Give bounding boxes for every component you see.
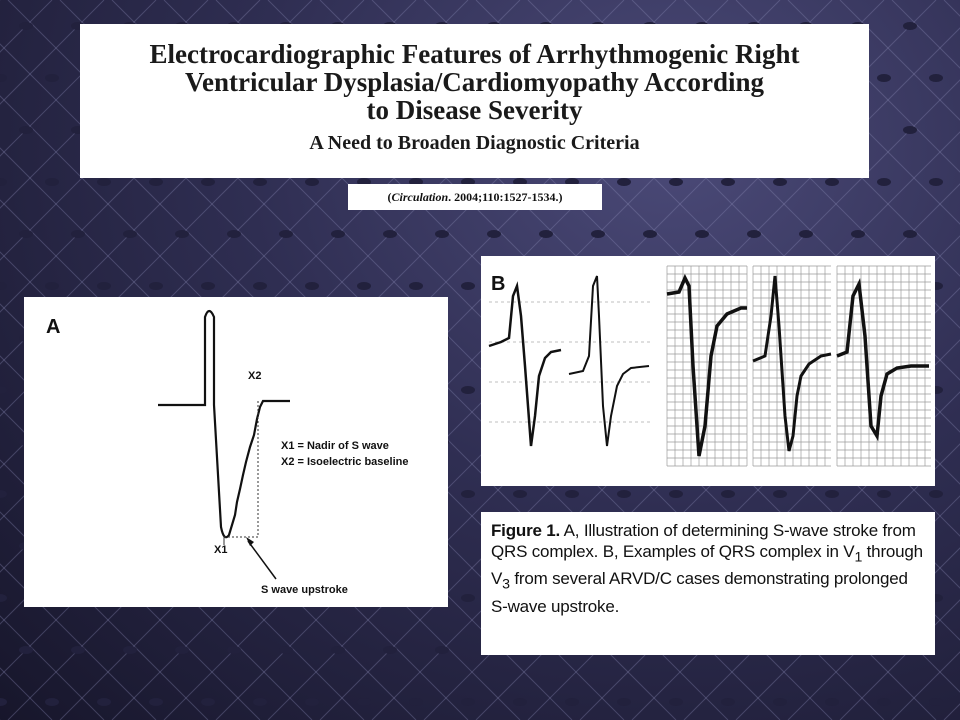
- bg-dot: [565, 698, 579, 706]
- bg-dot: [19, 230, 33, 238]
- bg-dot: [461, 282, 475, 290]
- bg-dot: [435, 230, 449, 238]
- bg-dot: [929, 74, 943, 82]
- bg-dot: [461, 698, 475, 706]
- bg-dot: [45, 698, 59, 706]
- bg-dot: [461, 594, 475, 602]
- bg-dot: [513, 698, 527, 706]
- bg-dot: [253, 178, 267, 186]
- bg-dot: [0, 74, 7, 82]
- panel-b-label: B: [491, 273, 506, 295]
- bg-dot: [149, 698, 163, 706]
- bg-dot: [903, 230, 917, 238]
- bg-dot: [903, 22, 917, 30]
- bg-dot: [929, 178, 943, 186]
- title-line-2: Ventricular Dysplasia/Cardiomyopathy According: [184, 67, 765, 97]
- bg-dot: [97, 178, 111, 186]
- bg-dot: [0, 386, 7, 394]
- citation: [348, 184, 602, 210]
- bg-dot: [97, 282, 111, 290]
- bg-dot: [305, 698, 319, 706]
- bg-dot: [435, 646, 449, 654]
- bg-dot: [721, 490, 735, 498]
- bg-dot: [331, 646, 345, 654]
- bg-dot: [305, 282, 319, 290]
- citation-open: (: [387, 190, 392, 204]
- bg-dot: [851, 230, 865, 238]
- caption-text: A, Illustration of determining S-wave stroke from QRS complex. B, Examples of QRS complex in V: [491, 521, 916, 561]
- bg-dot: [253, 698, 267, 706]
- legend-x1: X1 = Nadir of S wave: [281, 440, 389, 452]
- bg-line: [944, 0, 960, 720]
- bg-dot: [409, 282, 423, 290]
- bg-dot: [695, 230, 709, 238]
- bg-dot: [929, 698, 943, 706]
- bg-dot: [305, 178, 319, 186]
- bg-dot: [71, 230, 85, 238]
- bg-dot: [825, 698, 839, 706]
- bg-dot: [175, 230, 189, 238]
- bg-dot: [617, 698, 631, 706]
- bg-dot: [383, 646, 397, 654]
- bg-dot: [357, 282, 371, 290]
- bg-dot: [279, 230, 293, 238]
- bg-dot: [279, 646, 293, 654]
- bg-dot: [19, 126, 33, 134]
- bg-dot: [461, 386, 475, 394]
- bg-dot: [565, 490, 579, 498]
- figure-panel-a: [24, 297, 448, 607]
- bg-dot: [643, 230, 657, 238]
- citation-details: . 2004;110:1527-1534.): [448, 190, 563, 204]
- bg-line: [944, 0, 960, 720]
- title-box: [80, 24, 869, 178]
- bg-dot: [123, 646, 137, 654]
- ecg-trace: [158, 311, 290, 537]
- bg-dot: [929, 490, 943, 498]
- bg-dot: [149, 282, 163, 290]
- subtitle: A Need to Broaden Diagnostic Criteria: [309, 132, 640, 154]
- upstroke-label: S wave upstroke: [261, 584, 348, 596]
- bg-dot: [877, 178, 891, 186]
- bg-dot: [773, 490, 787, 498]
- upstroke-arrow: [248, 541, 276, 579]
- bg-dot: [0, 594, 7, 602]
- legend-x2: X2 = Isoelectric baseline: [281, 456, 409, 468]
- bg-dot: [201, 178, 215, 186]
- title-line-3: to Disease Severity: [366, 95, 583, 125]
- bg-dot: [461, 490, 475, 498]
- qrs-examples: [481, 256, 935, 486]
- title-line-1: Electrocardiographic Features of Arrhythmogenic Right: [149, 39, 800, 69]
- bg-dot: [409, 698, 423, 706]
- bg-dot: [825, 490, 839, 498]
- bg-dot: [383, 230, 397, 238]
- bg-dot: [149, 178, 163, 186]
- bg-dot: [669, 698, 683, 706]
- bg-dot: [97, 698, 111, 706]
- bg-dot: [201, 282, 215, 290]
- bg-dot: [617, 490, 631, 498]
- x2-label: X2: [248, 370, 262, 382]
- figure-panel-b: [481, 256, 935, 486]
- s-wave-diagram: [24, 297, 448, 607]
- bg-dot: [773, 178, 787, 186]
- bg-dot: [357, 698, 371, 706]
- panel-a-label: A: [46, 316, 61, 338]
- bg-dot: [253, 282, 267, 290]
- x1-label: X1: [214, 544, 228, 556]
- bg-dot: [0, 490, 7, 498]
- bg-dot: [0, 178, 7, 186]
- bg-dot: [227, 230, 241, 238]
- bg-dot: [591, 230, 605, 238]
- bg-dot: [513, 490, 527, 498]
- bg-dot: [227, 646, 241, 654]
- bg-dot: [669, 490, 683, 498]
- bg-dot: [747, 230, 761, 238]
- qrs-trace-2: [569, 276, 649, 446]
- bg-dot: [487, 230, 501, 238]
- bg-dot: [19, 22, 33, 30]
- arrow-head-icon: [246, 537, 254, 546]
- bg-dot: [45, 74, 59, 82]
- caption-text-2: through V: [491, 542, 923, 589]
- bg-dot: [877, 490, 891, 498]
- bg-dot: [19, 646, 33, 654]
- bg-dot: [45, 178, 59, 186]
- bg-dot: [877, 74, 891, 82]
- figure-label: Figure 1.: [491, 521, 561, 540]
- bg-dot: [721, 178, 735, 186]
- bg-dot: [669, 178, 683, 186]
- caption-sub-3: 3: [502, 576, 510, 593]
- bg-dot: [71, 646, 85, 654]
- caption-text-3: from several ARVD/C cases demonstrating prolonged S-wave upstroke.: [491, 569, 908, 616]
- bg-dot: [903, 126, 917, 134]
- caption-sub-1: 1: [854, 549, 863, 566]
- bg-dot: [877, 698, 891, 706]
- bg-dot: [331, 230, 345, 238]
- bg-dot: [201, 698, 215, 706]
- bg-dot: [773, 698, 787, 706]
- qrs-trace-4: [753, 276, 831, 451]
- bg-dot: [45, 282, 59, 290]
- bg-dot: [123, 230, 137, 238]
- bg-dot: [175, 646, 189, 654]
- bg-dot: [617, 178, 631, 186]
- bg-dot: [539, 230, 553, 238]
- bg-dot: [799, 230, 813, 238]
- bg-dot: [0, 282, 7, 290]
- qrs-trace-5: [837, 284, 929, 436]
- bg-dot: [721, 698, 735, 706]
- citation-journal: Circulation: [391, 190, 449, 204]
- figure-caption: [481, 512, 935, 655]
- bg-dot: [825, 178, 839, 186]
- bg-dot: [0, 698, 7, 706]
